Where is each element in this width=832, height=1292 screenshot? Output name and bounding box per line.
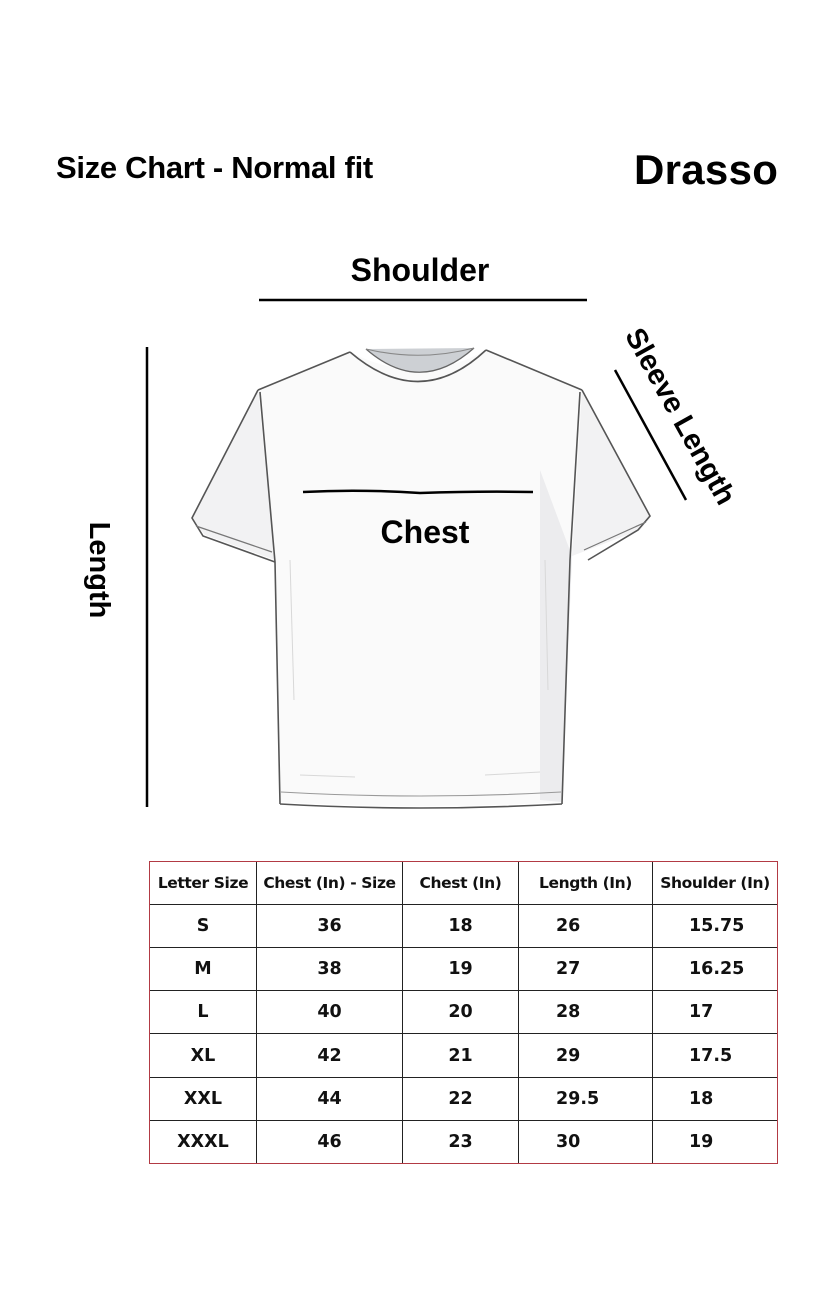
cell-letter-size: XL bbox=[150, 1034, 257, 1077]
cell-shoulder: 16.25 bbox=[653, 948, 778, 991]
cell-chest-size: 44 bbox=[257, 1077, 403, 1120]
cell-chest-size: 38 bbox=[257, 948, 403, 991]
tshirt-measurement-diagram bbox=[0, 240, 832, 820]
cell-chest: 18 bbox=[403, 905, 519, 948]
cell-letter-size: XXXL bbox=[150, 1120, 257, 1163]
header-letter-size: Letter Size bbox=[150, 862, 257, 905]
cell-length: 26 bbox=[519, 905, 653, 948]
cell-letter-size: L bbox=[150, 991, 257, 1034]
cell-chest-size: 46 bbox=[257, 1120, 403, 1163]
table-row bbox=[150, 948, 778, 991]
length-label: Length bbox=[83, 521, 115, 619]
table-row bbox=[150, 991, 778, 1034]
cell-length: 28 bbox=[519, 991, 653, 1034]
cell-shoulder: 17 bbox=[653, 991, 778, 1034]
cell-chest: 23 bbox=[403, 1120, 519, 1163]
table-header-row bbox=[150, 862, 778, 905]
cell-length: 27 bbox=[519, 948, 653, 991]
page-title: Size Chart - Normal fit bbox=[56, 150, 373, 185]
cell-shoulder: 17.5 bbox=[653, 1034, 778, 1077]
header-length: Length (In) bbox=[519, 862, 653, 905]
table-row bbox=[150, 905, 778, 948]
size-chart-table bbox=[149, 861, 778, 1164]
cell-chest-size: 40 bbox=[257, 991, 403, 1034]
cell-length: 29 bbox=[519, 1034, 653, 1077]
cell-length: 29.5 bbox=[519, 1077, 653, 1120]
cell-letter-size: M bbox=[150, 948, 257, 991]
tshirt-illustration bbox=[192, 348, 650, 808]
cell-letter-size: XXL bbox=[150, 1077, 257, 1120]
cell-chest-size: 36 bbox=[257, 905, 403, 948]
cell-chest: 19 bbox=[403, 948, 519, 991]
cell-shoulder: 15.75 bbox=[653, 905, 778, 948]
table-row bbox=[150, 1077, 778, 1120]
brand-name: Drasso bbox=[634, 146, 779, 193]
header-chest-size: Chest (In) - Size bbox=[257, 862, 403, 905]
cell-length: 30 bbox=[519, 1120, 653, 1163]
cell-letter-size: S bbox=[150, 905, 257, 948]
cell-chest: 21 bbox=[403, 1034, 519, 1077]
sleeve-length-label: Sleeve Length bbox=[618, 322, 742, 511]
shoulder-label: Shoulder bbox=[350, 252, 490, 288]
cell-chest: 22 bbox=[403, 1077, 519, 1120]
chest-label: Chest bbox=[380, 514, 470, 550]
cell-chest-size: 42 bbox=[257, 1034, 403, 1077]
cell-shoulder: 18 bbox=[653, 1077, 778, 1120]
header-shoulder: Shoulder (In) bbox=[653, 862, 778, 905]
cell-shoulder: 19 bbox=[653, 1120, 778, 1163]
table-row bbox=[150, 1120, 778, 1163]
header-chest: Chest (In) bbox=[403, 862, 519, 905]
table-row bbox=[150, 1034, 778, 1077]
cell-chest: 20 bbox=[403, 991, 519, 1034]
